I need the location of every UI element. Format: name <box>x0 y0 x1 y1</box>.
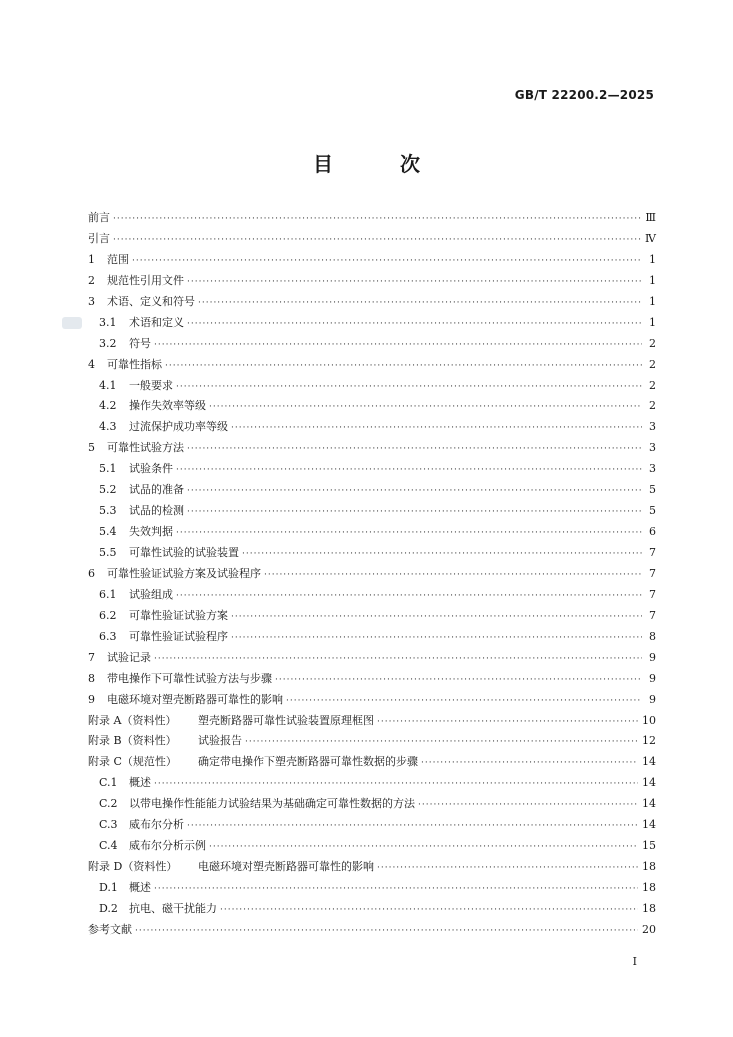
toc-entry[interactable] <box>88 585 656 606</box>
toc-entry[interactable] <box>88 711 656 732</box>
toc-entry-title: 确定带电操作下塑壳断路器可靠性数据的步骤 <box>198 755 418 769</box>
toc-entry-page: 18 <box>642 860 656 874</box>
toc-entry-title: 符号 <box>129 336 151 350</box>
toc-entry-page: 14 <box>642 755 656 769</box>
toc-entry-page: 7 <box>649 566 656 580</box>
toc-entry-page: 20 <box>642 922 656 936</box>
toc-entry-title: 可靠性验证试验方案及试验程序 <box>107 566 261 580</box>
toc-entry-page: 9 <box>649 650 656 664</box>
toc-entry-title: 威布尔分析示例 <box>129 839 206 853</box>
toc-entry-title: 可靠性试验的试验装置 <box>129 546 239 559</box>
toc-entry-number: 6.3 <box>99 629 117 643</box>
toc-entry[interactable] <box>88 669 656 690</box>
toc-entry-page: 1 <box>649 252 656 266</box>
toc-leader-dots <box>377 858 638 879</box>
toc-entry-number: 5.3 <box>99 504 117 518</box>
toc-leader-dots <box>209 837 638 858</box>
toc-entry[interactable] <box>88 606 656 627</box>
toc-entry[interactable] <box>88 857 656 878</box>
toc-entry-title: 以带电操作性能能力试验结果为基础确定可靠性数据的方法 <box>129 797 415 811</box>
toc-leader-dots <box>154 774 638 795</box>
toc-entry-number: 9 <box>88 692 95 706</box>
toc-entry[interactable] <box>88 376 656 397</box>
toc-leader-dots <box>176 586 642 607</box>
toc-entry-number: D.2 <box>99 901 118 915</box>
toc-leader-dots <box>377 712 638 733</box>
toc-leader-dots <box>187 502 642 523</box>
toc-entry-title: 试验条件 <box>129 462 173 476</box>
toc-entry[interactable] <box>88 920 656 941</box>
toc-entry-page: 12 <box>642 734 656 748</box>
toc-entry-number: 8 <box>88 671 95 685</box>
toc-entry-title: 带电操作下可靠性试验方法与步骤 <box>107 671 272 685</box>
watermark-stamp <box>62 317 82 329</box>
toc-entry-number: 7 <box>88 650 95 664</box>
toc-entry-number: 5.5 <box>99 546 117 559</box>
toc-leader-dots <box>187 272 642 293</box>
toc-leader-dots <box>154 879 638 900</box>
toc-entry-title: 试品的检测 <box>129 504 184 518</box>
toc-leader-dots <box>187 314 642 335</box>
toc-entry-page: 14 <box>642 776 656 790</box>
toc-leader-dots <box>198 293 642 314</box>
toc-entry-page: 18 <box>642 881 656 894</box>
toc-entry-page: 2 <box>649 399 656 413</box>
toc-entry[interactable] <box>88 250 656 271</box>
toc-leader-dots <box>245 732 638 753</box>
toc-leader-dots <box>176 523 642 544</box>
toc-leader-dots <box>187 481 642 502</box>
toc-entry-page: Ⅳ <box>645 231 656 245</box>
toc-entry-title: 电磁环境对塑壳断路器可靠性的影响 <box>107 692 283 706</box>
toc-entry-page: 1 <box>649 294 656 308</box>
toc-entry[interactable] <box>88 292 656 313</box>
toc-entry-page: 3 <box>649 420 656 434</box>
page-number: Ⅰ <box>632 955 637 968</box>
toc-entry-title: 过流保护成功率等级 <box>129 420 228 434</box>
toc-entry-title: 概述 <box>129 881 151 894</box>
toc-entry[interactable] <box>88 899 656 920</box>
toc-leader-dots <box>113 209 641 230</box>
toc-entry-page: 6 <box>649 525 656 539</box>
toc-entry-title: 试品的准备 <box>129 483 184 497</box>
toc-entry[interactable] <box>88 773 656 794</box>
toc-entry[interactable] <box>88 271 656 292</box>
toc-entry-page: 3 <box>649 441 656 455</box>
toc-entry-title: 术语和定义 <box>129 315 184 329</box>
toc-entry[interactable] <box>88 878 656 899</box>
toc-leader-dots <box>286 691 642 712</box>
toc-entry-page: 7 <box>649 546 656 559</box>
table-of-contents <box>88 208 656 941</box>
toc-leader-dots <box>176 377 642 398</box>
toc-entry-number: 4.1 <box>99 378 117 392</box>
toc-leader-dots <box>187 816 638 837</box>
toc-entry[interactable] <box>88 648 656 669</box>
toc-entry-title: 可靠性验证试验方案 <box>129 608 228 622</box>
toc-entry[interactable] <box>88 417 656 438</box>
toc-leader-dots <box>421 753 638 774</box>
toc-entry-number: C.3 <box>99 818 118 832</box>
toc-leader-dots <box>231 628 642 649</box>
toc-entry[interactable] <box>88 522 656 543</box>
toc-entry-number: 附录 D（资料性） <box>88 860 178 874</box>
toc-leader-dots <box>264 565 642 586</box>
toc-leader-dots <box>154 335 642 356</box>
toc-entry-number: 3.1 <box>99 315 117 329</box>
toc-entry-title: 可靠性验证试验程序 <box>129 629 228 643</box>
toc-entry-page: 2 <box>649 357 656 371</box>
toc-entry-title: 试验记录 <box>107 650 151 664</box>
toc-entry-title: 概述 <box>129 776 151 790</box>
toc-leader-dots <box>275 670 642 691</box>
toc-entry-title: 塑壳断路器可靠性试验装置原理框图 <box>198 713 374 727</box>
toc-leader-dots <box>176 460 642 481</box>
toc-leader-dots <box>231 607 642 628</box>
toc-entry-title: 规范性引用文件 <box>107 273 184 287</box>
toc-entry-page: 14 <box>642 797 656 811</box>
toc-entry-page: 2 <box>649 336 656 350</box>
toc-entry[interactable] <box>88 543 656 564</box>
toc-leader-dots <box>231 418 642 439</box>
toc-entry-number: 5.2 <box>99 483 117 497</box>
toc-leader-dots <box>220 900 638 921</box>
toc-entry-page: 1 <box>649 315 656 329</box>
toc-entry-title: 参考文献 <box>88 922 132 936</box>
toc-entry-title: 失效判据 <box>129 525 173 539</box>
toc-entry-title: 范围 <box>107 252 129 266</box>
toc-entry[interactable] <box>88 313 656 334</box>
toc-entry[interactable] <box>88 564 656 585</box>
toc-entry[interactable] <box>88 355 656 376</box>
toc-entry-number: 6.1 <box>99 587 117 601</box>
toc-entry-page: 18 <box>642 901 656 915</box>
toc-entry[interactable] <box>88 396 656 417</box>
toc-entry-number: 4 <box>88 357 95 371</box>
toc-entry-number: 5.4 <box>99 525 117 539</box>
toc-entry[interactable] <box>88 627 656 648</box>
toc-entry[interactable] <box>88 731 656 752</box>
toc-entry-number: C.2 <box>99 797 118 811</box>
toc-entry-page: 5 <box>649 483 656 497</box>
toc-entry[interactable] <box>88 815 656 836</box>
toc-entry[interactable] <box>88 794 656 815</box>
toc-entry-number: 附录 A（资料性） <box>88 713 177 727</box>
toc-entry[interactable] <box>88 208 656 229</box>
toc-entry-number: C.1 <box>99 776 118 790</box>
toc-entry-title: 可靠性试验方法 <box>107 441 184 455</box>
toc-entry-number: 1 <box>88 252 95 266</box>
toc-entry-page: 10 <box>642 713 656 727</box>
toc-entry-title: 一般要求 <box>129 378 173 392</box>
toc-entry[interactable] <box>88 480 656 501</box>
toc-entry-number: 4.2 <box>99 399 117 413</box>
toc-entry-page: 1 <box>649 273 656 287</box>
toc-entry-page: 15 <box>642 839 656 853</box>
toc-leader-dots <box>242 544 642 565</box>
toc-entry-page: Ⅲ <box>645 211 656 224</box>
toc-entry-number: 6 <box>88 566 95 580</box>
toc-entry-title: 前言 <box>88 211 110 224</box>
toc-entry-number: C.4 <box>99 839 118 853</box>
toc-entry-title: 可靠性指标 <box>107 357 162 371</box>
toc-entry-number: 6.2 <box>99 608 117 622</box>
toc-entry[interactable] <box>88 836 656 857</box>
toc-entry-number: 4.3 <box>99 420 117 434</box>
toc-entry-title: 操作失效率等级 <box>129 399 206 413</box>
toc-entry-number: 2 <box>88 273 95 287</box>
toc-entry-number: 5.1 <box>99 462 117 476</box>
toc-leader-dots <box>418 795 638 816</box>
toc-entry-title: 试验组成 <box>129 587 173 601</box>
toc-entry[interactable] <box>88 334 656 355</box>
toc-entry-page: 14 <box>642 818 656 832</box>
toc-entry-number: D.1 <box>99 881 118 894</box>
toc-entry-page: 9 <box>649 692 656 706</box>
toc-entry[interactable] <box>88 459 656 480</box>
toc-entry-number: 附录 B（资料性） <box>88 734 177 748</box>
toc-entry[interactable] <box>88 690 656 711</box>
toc-entry-page: 2 <box>649 378 656 392</box>
toc-entry-title: 威布尔分析 <box>129 818 184 832</box>
toc-entry[interactable] <box>88 438 656 459</box>
toc-leader-dots <box>165 356 642 377</box>
toc-entry-title: 术语、定义和符号 <box>107 294 195 308</box>
toc-leader-dots <box>132 251 642 272</box>
toc-entry-page: 8 <box>649 629 656 643</box>
toc-entry-title: 电磁环境对塑壳断路器可靠性的影响 <box>198 860 374 874</box>
toc-entry-number: 附录 C（规范性） <box>88 755 177 769</box>
toc-leader-dots <box>135 921 638 942</box>
toc-leader-dots <box>113 230 641 251</box>
standard-code: GB/T 22200.2—2025 <box>514 88 654 102</box>
toc-entry[interactable] <box>88 501 656 522</box>
toc-entry-page: 9 <box>649 671 656 685</box>
toc-entry-number: 3.2 <box>99 336 117 350</box>
toc-entry-page: 7 <box>649 608 656 622</box>
toc-leader-dots <box>209 397 642 418</box>
toc-entry-title: 抗电、磁干扰能力 <box>129 901 217 915</box>
toc-entry-title: 试验报告 <box>198 734 242 748</box>
toc-leader-dots <box>187 439 642 460</box>
toc-leader-dots <box>154 649 642 670</box>
toc-entry-page: 3 <box>649 462 656 476</box>
toc-entry-number: 3 <box>88 294 95 308</box>
toc-title: 目 次 <box>313 152 450 176</box>
toc-entry-number: 5 <box>88 441 95 455</box>
toc-entry-page: 5 <box>649 504 656 518</box>
toc-entry[interactable] <box>88 229 656 250</box>
toc-entry-title: 引言 <box>88 231 110 245</box>
toc-entry[interactable] <box>88 752 656 773</box>
toc-entry-page: 7 <box>649 587 656 601</box>
